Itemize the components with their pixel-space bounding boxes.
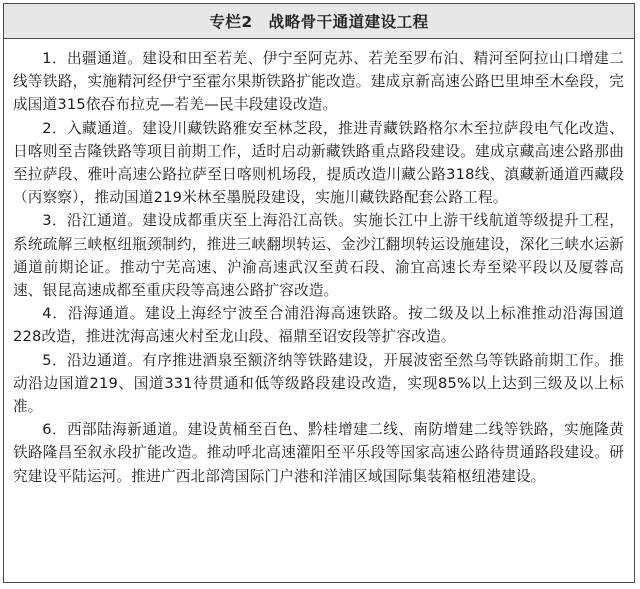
item-paragraph-3: 3．沿江通道。建设成都重庆至上海沿江高铁。实施长江中上游干线航道等级提升工程，系统疏解三峡枢纽瓶颈制约，推进三峡翻坝转运、金沙江翻坝转运设施建设，深化三峡水运新通道前期论证。推动宁芜高速、沪渝高速武汉至黄石段、渝宜高速长寿至梁平段以及厦蓉高速、银昆高速成都至重庆段等高速公路扩容改造。 <box>13 212 624 300</box>
box-title: 战略骨干通道建设工程 <box>268 13 429 31</box>
feature-box <box>3 3 635 583</box>
item-paragraph-2: 2．入藏通道。建设川藏铁路雅安至林芝段，推进青藏铁路格尔木至拉萨段电气化改造、日喀则至吉隆铁路等项目前期工作，适时启动新藏铁路重点路段建设。建成京藏高速公路那曲至拉萨段、雅叶高速公路拉萨至日喀则机场段，提质改造川藏公路318线、滇藏新通道西藏段（丙察察），推动国道219米林至墨脱段建设，实施川藏铁路配套公路工程。 <box>13 119 624 207</box>
box-label: 专栏2 <box>209 13 253 31</box>
item-paragraph-5: 5．沿边通道。有序推进酒泉至额济纳等铁路建设，开展波密至然乌等铁路前期工作。推动沿边国道219、国道331待贯通和低等级路段建设改造，实现85%以上达到三级及以上标准。 <box>13 351 624 416</box>
box-content <box>4 39 634 488</box>
item-paragraph-1: 1．出疆通道。建设和田至若羌、伊宁至阿克苏、若羌至罗布泊、精河至阿拉山口增建二线等铁路，实施精河经伊宁至霍尔果斯铁路扩能改造。建成京新高速公路巴里坤至木垒段，完成国道315依吞布拉克—若羌—民丰段建设改造。 <box>13 50 624 114</box>
box-header <box>4 4 634 39</box>
item-paragraph-4: 4．沿海通道。建设上海经宁波至合浦沿海高速铁路。按二级及以上标准推动沿海国道228改造，推进沈海高速火村至龙山段、福鼎至诏安段等扩容改造。 <box>13 305 624 346</box>
item-paragraph-6: 6．西部陆海新通道。建设黄桶至百色、黔桂增建二线、南防增建二线等铁路，实施隆黄铁路隆昌至叙永段扩能改造。推动呼北高速灌阳至平乐段等国家高速公路待贯通路段建设。研究建设平陆运河。推进广西北部湾国际门户港和洋浦区域国际集装箱枢纽港建设。 <box>13 421 624 485</box>
